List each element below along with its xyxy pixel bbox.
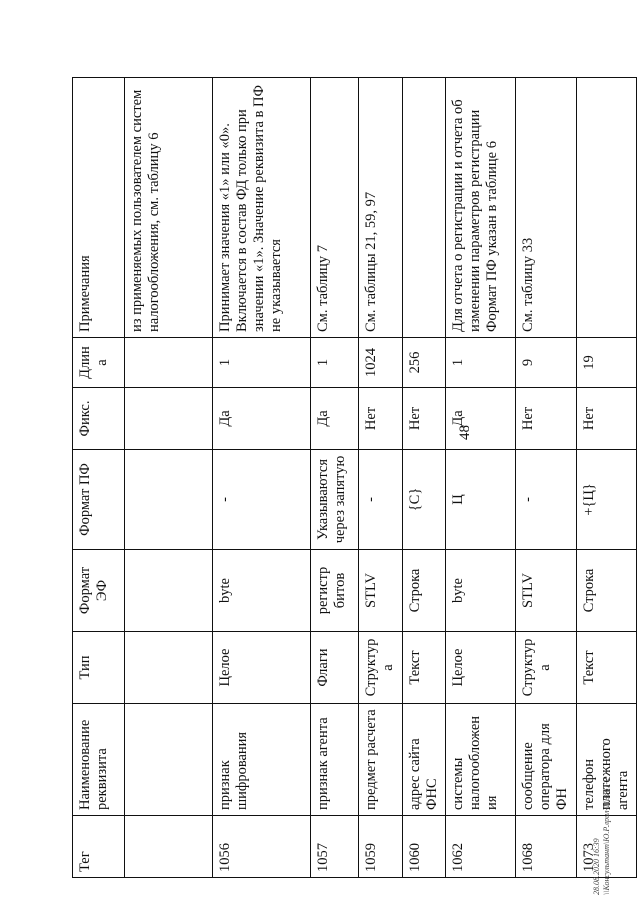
cell-name: системы налогообложения (446, 704, 516, 816)
cell-type (125, 632, 213, 704)
cell-length: 9 (516, 338, 576, 388)
cell-type: Целое (446, 632, 516, 704)
cell-pf-format (125, 450, 213, 550)
cell-name: телефон платежного агента (576, 704, 636, 816)
header-tag: Тег (73, 816, 125, 878)
cell-fixed: Нет (403, 388, 446, 450)
cell-fixed: Да (213, 388, 311, 450)
table-row (359, 78, 403, 878)
cell-pf-format: +{Ц} (576, 450, 636, 550)
table-row (125, 78, 213, 878)
cell-tag: 1060 (403, 816, 446, 878)
cell-notes: из применяемых пользователем систем налогообложения, см. таблицу 6 (125, 78, 213, 338)
table-row (446, 78, 516, 878)
cell-tag: 1059 (359, 816, 403, 878)
cell-name: признак шифрования (213, 704, 311, 816)
cell-length (125, 338, 213, 388)
cell-type: Текст (403, 632, 446, 704)
header-type: Тип (73, 632, 125, 704)
cell-length: 1 (446, 338, 516, 388)
cell-pf-format: - (359, 450, 403, 550)
table-header-row (73, 78, 125, 878)
stamp-date: 28.08.2020 16:39 (592, 838, 601, 895)
stamp-source: \\Консультант\Ю.Р.лрил-113861-2 (602, 777, 611, 895)
cell-notes (403, 78, 446, 338)
header-ef-format: Формат ЭФ (73, 550, 125, 632)
table-row (403, 78, 446, 878)
cell-fixed: Да (311, 388, 359, 450)
cell-name (125, 704, 213, 816)
cell-fixed: Нет (359, 388, 403, 450)
cell-ef-format: регистр битов (311, 550, 359, 632)
cell-tag: 1057 (311, 816, 359, 878)
cell-notes: См. таблицу 33 (516, 78, 576, 338)
cell-ef-format: byte (213, 550, 311, 632)
header-pf-format: Формат ПФ (73, 450, 125, 550)
cell-type: Структура (359, 632, 403, 704)
page-number: 48 (457, 425, 473, 440)
print-stamp (592, 778, 612, 895)
cell-length: 19 (576, 338, 636, 388)
cell-notes: Для отчета о регистрации и отчета об изменении параметров регистрации Формат ПФ указан в таблице 6 (446, 78, 516, 338)
table-row (213, 78, 311, 878)
cell-length: 256 (403, 338, 446, 388)
table-row (516, 78, 576, 878)
cell-length: 1024 (359, 338, 403, 388)
cell-ef-format: STLV (516, 550, 576, 632)
cell-length: 1 (311, 338, 359, 388)
cell-pf-format: {С} (403, 450, 446, 550)
header-notes: Примечания (73, 78, 125, 338)
cell-name: сообщение оператора для ФН (516, 704, 576, 816)
cell-tag: 1068 (516, 816, 576, 878)
cell-fixed: Да (446, 388, 516, 450)
cell-notes (576, 78, 636, 338)
header-length: Длина (73, 338, 125, 388)
cell-ef-format (125, 550, 213, 632)
header-name: Наименование реквизита (73, 704, 125, 816)
table-row (311, 78, 359, 878)
cell-type: Целое (213, 632, 311, 704)
requisites-table (72, 77, 637, 878)
cell-tag: 1073 (576, 816, 636, 878)
cell-ef-format: Строка (576, 550, 636, 632)
cell-name: адрес сайта ФНС (403, 704, 446, 816)
cell-notes: См. таблицы 21, 59, 97 (359, 78, 403, 338)
cell-length: 1 (213, 338, 311, 388)
cell-type: Флаги (311, 632, 359, 704)
cell-fixed (125, 388, 213, 450)
cell-tag: 1062 (446, 816, 516, 878)
cell-name: предмет расчета (359, 704, 403, 816)
cell-ef-format: Строка (403, 550, 446, 632)
cell-fixed: Нет (516, 388, 576, 450)
cell-pf-format: - (213, 450, 311, 550)
cell-notes: Принимает значения «1» или «0». Включается в состав ФД только при значении «1». Значение реквизита в ПФ не указывается (213, 78, 311, 338)
header-fixed: Фикс. (73, 388, 125, 450)
cell-tag: 1056 (213, 816, 311, 878)
cell-type: Структура (516, 632, 576, 704)
cell-tag (125, 816, 213, 878)
cell-type: Текст (576, 632, 636, 704)
cell-pf-format: Указываются через запятую (311, 450, 359, 550)
table-row (576, 78, 636, 878)
cell-ef-format: STLV (359, 550, 403, 632)
cell-ef-format: byte (446, 550, 516, 632)
cell-pf-format: - (516, 450, 576, 550)
cell-notes: См. таблицу 7 (311, 78, 359, 338)
cell-fixed: Нет (576, 388, 636, 450)
cell-pf-format: Ц (446, 450, 516, 550)
cell-name: признак агента (311, 704, 359, 816)
